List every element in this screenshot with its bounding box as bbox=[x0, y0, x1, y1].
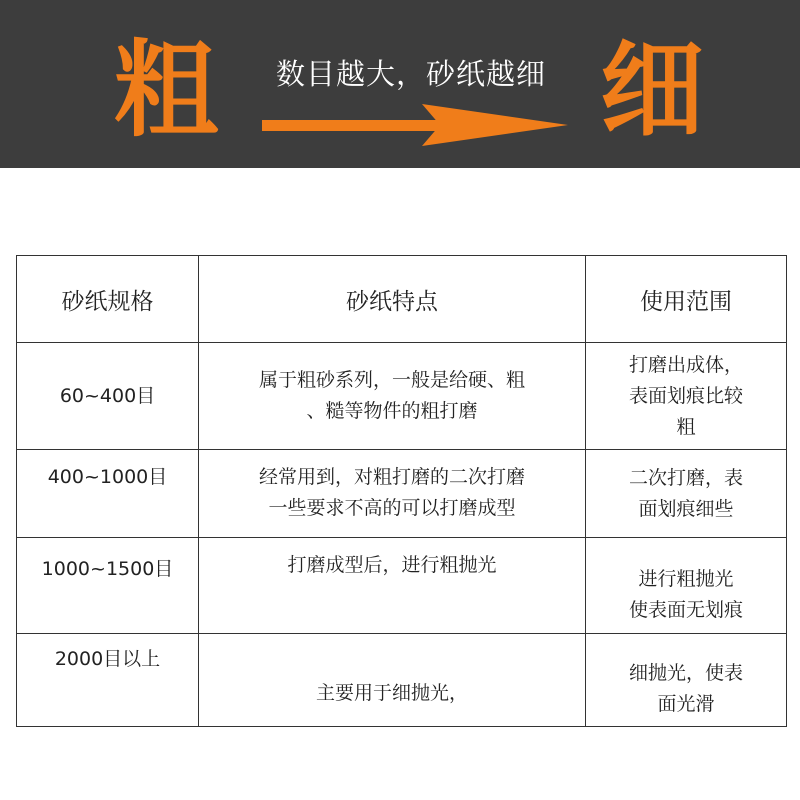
usage-line: 使表面无划痕 bbox=[628, 599, 743, 621]
feature-line: 一些要求不高的可以打磨成型 bbox=[268, 497, 516, 519]
coarse-label: 粗 bbox=[114, 29, 219, 151]
arrow-right-icon bbox=[262, 104, 574, 146]
table-header-row bbox=[17, 256, 787, 343]
usage-line: 面划痕细些 bbox=[638, 497, 734, 520]
fine-label: 细 bbox=[600, 29, 705, 151]
spec-cell: 1000~1500目 bbox=[17, 538, 199, 634]
usage-cell bbox=[586, 538, 787, 634]
feature-line: 经常用到，对粗打磨的二次打磨 bbox=[258, 466, 525, 488]
table-row bbox=[17, 538, 787, 634]
feature-line: 属于粗砂系列，一般是给硬、粗 bbox=[258, 369, 525, 391]
feature-cell bbox=[199, 450, 586, 538]
usage-line: 面光滑 bbox=[657, 693, 715, 715]
feature-line: 主要用于细抛光， bbox=[315, 682, 468, 704]
usage-line: 粗 bbox=[676, 415, 696, 438]
table-row bbox=[17, 450, 787, 538]
spec-cell: 60~400目 bbox=[17, 343, 199, 450]
feature-line: 、糙等物件的粗打磨 bbox=[306, 400, 478, 422]
usage-line: 细抛光，使表 bbox=[628, 662, 743, 684]
table-row bbox=[17, 634, 787, 727]
usage-line: 二次打磨，表 bbox=[628, 466, 743, 489]
spec-cell: 400~1000目 bbox=[17, 450, 199, 538]
table-row bbox=[17, 343, 787, 450]
spec-cell: 2000目以上 bbox=[17, 634, 199, 727]
usage-line: 进行粗抛光 bbox=[638, 568, 734, 590]
header-feature: 砂纸特点 bbox=[199, 256, 586, 343]
feature-cell bbox=[199, 343, 586, 450]
header-usage: 使用范围 bbox=[586, 256, 787, 343]
feature-cell bbox=[199, 538, 586, 634]
banner-caption: 数目越大，砂纸越细 bbox=[276, 57, 547, 91]
sandpaper-table bbox=[16, 255, 787, 727]
usage-line: 打磨出成体， bbox=[628, 353, 743, 376]
usage-line: 表面划痕比较 bbox=[628, 384, 743, 407]
feature-cell bbox=[199, 634, 586, 727]
feature-line: 打磨成型后，进行粗抛光 bbox=[287, 554, 497, 576]
usage-cell bbox=[586, 634, 787, 727]
banner bbox=[0, 0, 800, 168]
usage-cell bbox=[586, 450, 787, 538]
usage-cell bbox=[586, 343, 787, 450]
header-spec: 砂纸规格 bbox=[17, 256, 199, 343]
